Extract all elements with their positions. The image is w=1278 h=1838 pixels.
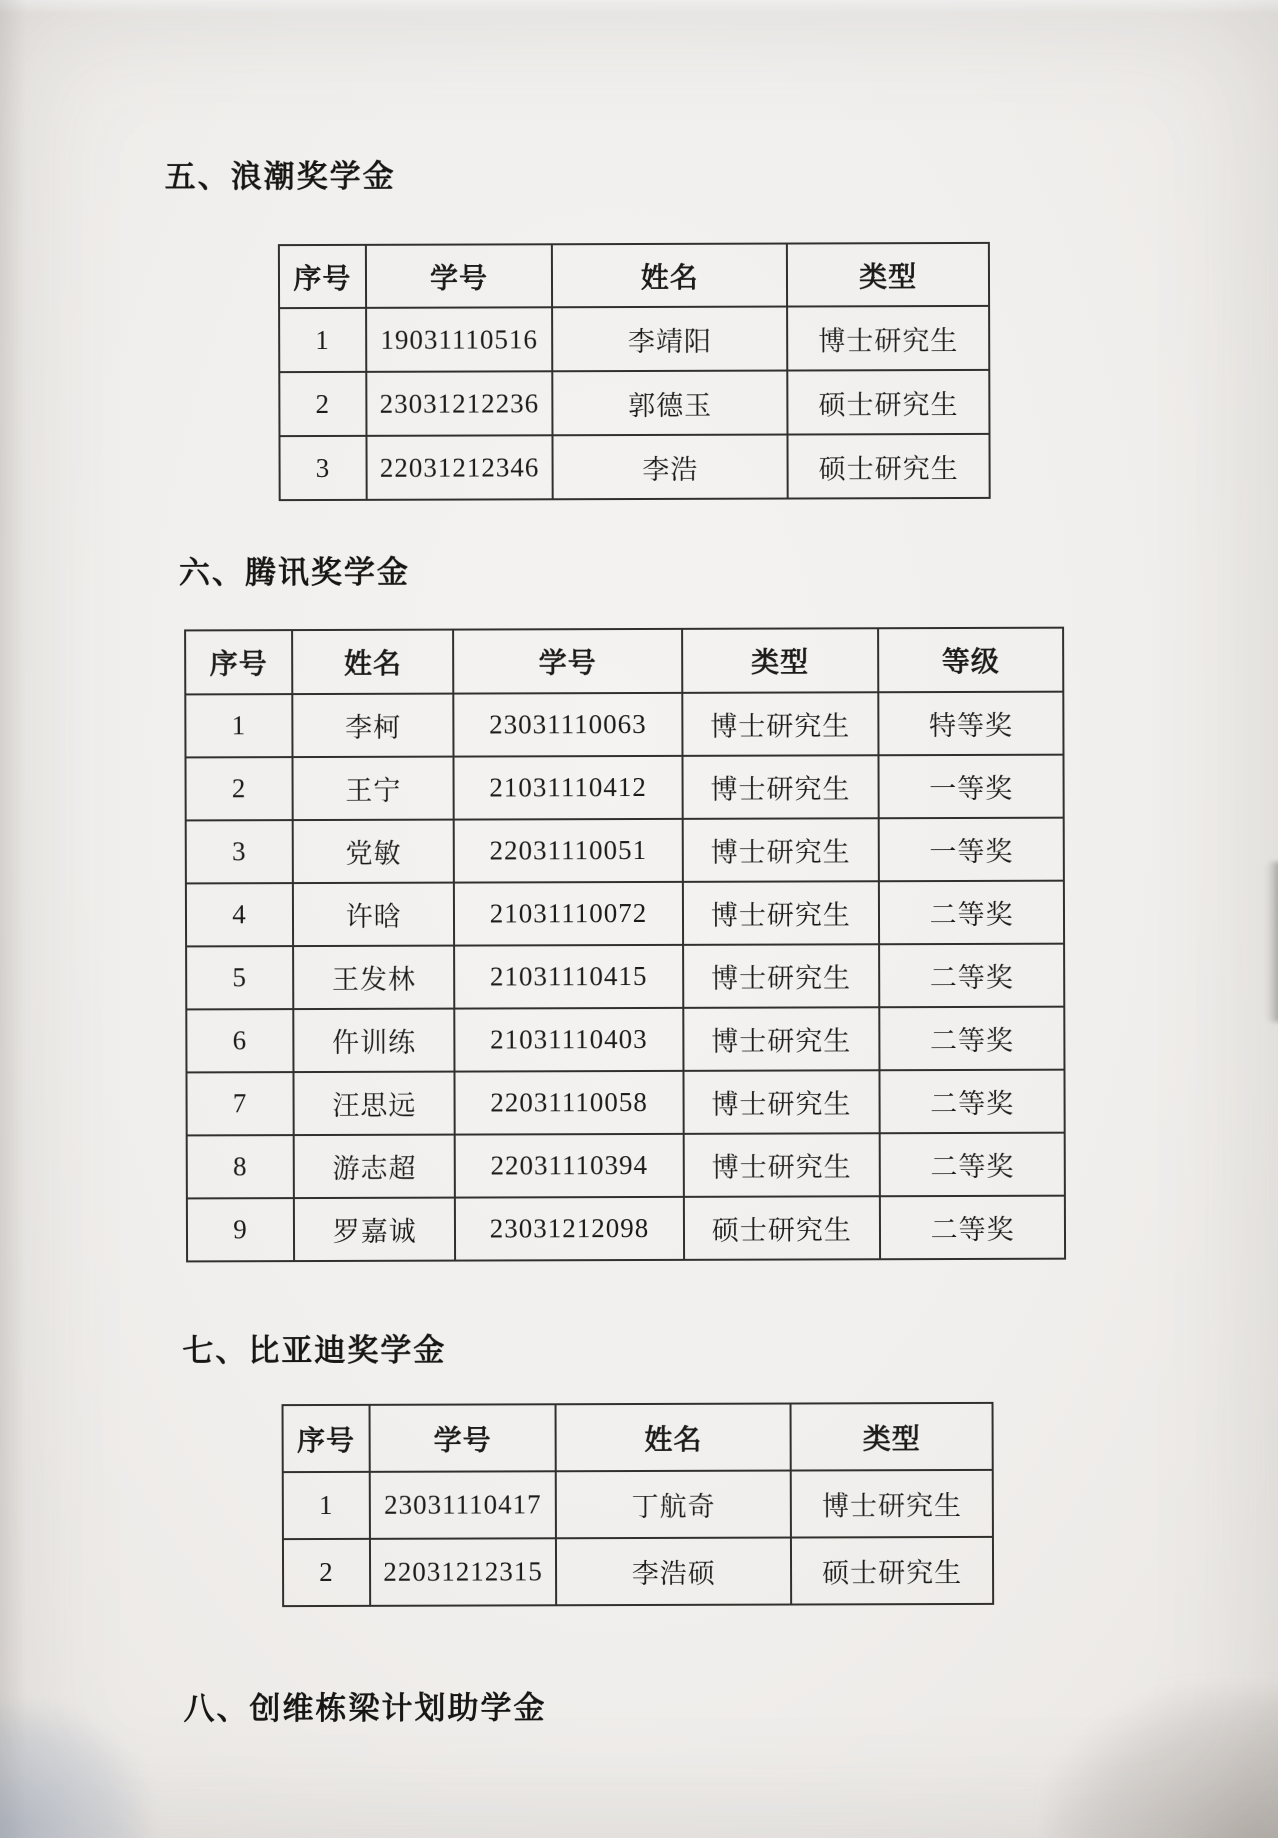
- table-cell: 王发林: [293, 946, 455, 1010]
- table-cell: 特等奖: [879, 692, 1064, 756]
- table-cell: 一等奖: [879, 755, 1064, 819]
- column-header: 序号: [185, 630, 292, 694]
- table-cell: 博士研究生: [683, 1133, 880, 1197]
- table-cell: 一等奖: [879, 818, 1064, 882]
- table-cell: 丁航奇: [556, 1471, 791, 1539]
- table-cell: 22031212346: [366, 435, 553, 500]
- section-title-byd: 七、比亚迪奖学金: [182, 1332, 447, 1369]
- table-cell: 二等奖: [880, 1133, 1065, 1197]
- column-header: 类型: [682, 628, 879, 693]
- table-cell: 21031110412: [454, 756, 682, 820]
- section-title-tencent: 六、腾讯奖学金: [178, 554, 410, 591]
- table-cell: 3: [186, 820, 293, 883]
- table-row: [186, 818, 1064, 884]
- table-cell: 1: [283, 1472, 370, 1539]
- column-header: 学号: [369, 1404, 556, 1472]
- table-cell: 博士研究生: [682, 881, 879, 945]
- table-row: [185, 755, 1063, 821]
- table-cell: 党敏: [293, 820, 455, 884]
- table-cell: 汪思远: [293, 1072, 455, 1136]
- table-cell: 游志超: [294, 1135, 456, 1199]
- table-cell: 罗嘉诚: [294, 1198, 456, 1262]
- table-cell: 博士研究生: [683, 1070, 880, 1134]
- table-row: [283, 1470, 993, 1539]
- table-cell: 22031212315: [370, 1538, 557, 1606]
- table-row: [279, 306, 989, 372]
- table-cell: 2: [185, 757, 292, 820]
- header-row: [185, 628, 1063, 695]
- table-cell: 李浩硕: [556, 1538, 791, 1606]
- table-cell: 22031110394: [455, 1134, 683, 1198]
- table-cell: 二等奖: [879, 944, 1064, 1008]
- table-row: [186, 881, 1064, 947]
- column-header: 等级: [878, 628, 1063, 693]
- table-cell: 李靖阳: [552, 307, 787, 372]
- table-row: [279, 370, 989, 436]
- column-header: 学号: [454, 629, 682, 694]
- column-header: 序号: [283, 1405, 370, 1472]
- table-cell: 王宁: [292, 757, 454, 821]
- table-cell: 博士研究生: [682, 755, 879, 819]
- table-cell: 23031212098: [455, 1197, 683, 1261]
- table-cell: 二等奖: [880, 1007, 1065, 1071]
- table-row: [186, 944, 1064, 1010]
- table-cell: 二等奖: [879, 881, 1064, 945]
- table-cell: 2: [283, 1539, 370, 1606]
- table-cell: 博士研究生: [683, 944, 880, 1008]
- table-cell: 李柯: [292, 694, 454, 758]
- table-cell: 1: [279, 308, 366, 372]
- table-cell: 博士研究生: [791, 1470, 993, 1538]
- table-cell: 6: [186, 1009, 293, 1072]
- table-cell: 硕士研究生: [683, 1196, 880, 1260]
- column-header: 姓名: [556, 1404, 791, 1472]
- inspur-scholarship-table: [278, 242, 991, 501]
- table-cell: 23031110417: [369, 1471, 556, 1539]
- table-row: [283, 1537, 993, 1606]
- table-row: [187, 1196, 1065, 1262]
- table-cell: 19031110516: [366, 307, 553, 372]
- table-cell: 21031110415: [455, 945, 683, 1009]
- table-cell: 硕士研究生: [791, 1537, 993, 1605]
- byd-scholarship-table: [282, 1402, 995, 1607]
- table-cell: 8: [187, 1135, 294, 1198]
- table-cell: 博士研究生: [682, 692, 879, 756]
- table-row: [186, 1070, 1064, 1136]
- column-header: 姓名: [552, 244, 787, 308]
- column-header: 学号: [366, 244, 553, 308]
- table-cell: 1: [185, 694, 292, 757]
- section-title-inspur: 五、浪潮奖学金: [164, 158, 396, 195]
- column-header: 序号: [279, 245, 366, 308]
- table-cell: 二等奖: [880, 1196, 1065, 1260]
- section-title-skyworth: 八、创维栋梁计划助学金: [183, 1690, 547, 1727]
- table-row: [185, 692, 1063, 758]
- table-cell: 2: [279, 372, 366, 436]
- table-cell: 22031110051: [454, 819, 682, 883]
- table-cell: 博士研究生: [683, 1007, 880, 1071]
- column-header: 类型: [787, 243, 989, 307]
- table-cell: 21031110072: [454, 882, 682, 946]
- table-row: [279, 434, 989, 500]
- column-header: 姓名: [292, 630, 454, 695]
- header-row: [283, 1403, 993, 1472]
- table-row: [186, 1007, 1064, 1073]
- table-cell: 21031110403: [455, 1008, 683, 1072]
- tencent-scholarship-table: [184, 627, 1066, 1263]
- table-cell: 7: [186, 1072, 293, 1135]
- table-cell: 许晗: [293, 883, 455, 947]
- table-cell: 23031110063: [454, 693, 682, 757]
- table-cell: 李浩: [553, 435, 788, 500]
- table-cell: 二等奖: [880, 1070, 1065, 1134]
- table-cell: 郭德玉: [553, 371, 788, 436]
- table-cell: 22031110058: [455, 1071, 683, 1135]
- table-cell: 博士研究生: [787, 306, 989, 371]
- table-cell: 5: [186, 946, 293, 1009]
- table-cell: 4: [186, 883, 293, 946]
- table-cell: 23031212236: [366, 371, 553, 436]
- table-cell: 博士研究生: [682, 818, 879, 882]
- table-cell: 硕士研究生: [788, 370, 990, 435]
- table-row: [187, 1133, 1065, 1199]
- table-cell: 硕士研究生: [788, 434, 990, 499]
- header-row: [279, 243, 989, 308]
- table-cell: 3: [279, 436, 366, 500]
- column-header: 类型: [791, 1403, 993, 1471]
- table-cell: 9: [187, 1198, 294, 1261]
- table-cell: 仵训练: [293, 1009, 455, 1073]
